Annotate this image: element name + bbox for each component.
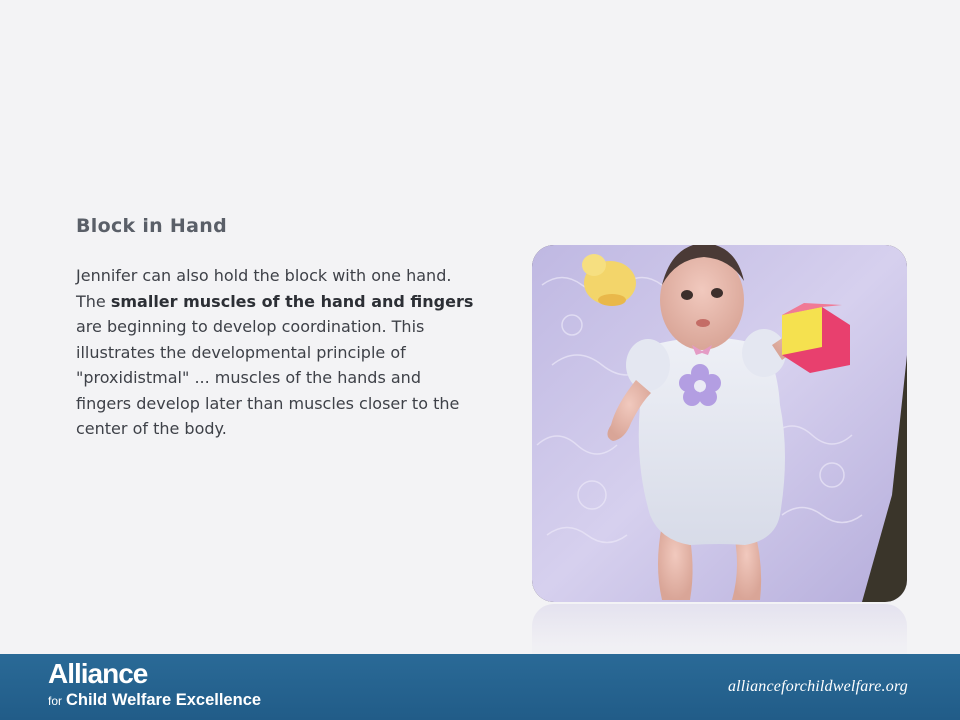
body-text-part-2: are beginning to develop coordination. This illustrates the developmental principle of "proxidistmal" ... muscles of the hands and fingers develop later than muscles closer to the center of the body. (76, 317, 460, 438)
logo-for-text: for (48, 694, 63, 708)
slide-title: Block in Hand (76, 215, 227, 237)
baby-photo (532, 245, 907, 602)
logo-sub-text (48, 689, 261, 712)
alliance-logo[interactable] (48, 659, 261, 712)
slide-body-text (76, 263, 476, 442)
body-text-bold: smaller muscles of the hand and fingers (110, 291, 474, 311)
website-url[interactable]: allianceforchildwelfare.org (727, 678, 908, 695)
logo-main-text: Alliance (48, 658, 148, 689)
body-text-part-1: Jennifer can also hold the block with one hand. The (76, 266, 452, 311)
footer-bar (0, 654, 960, 720)
logo-org-name: Child Welfare Excellence (66, 691, 262, 709)
